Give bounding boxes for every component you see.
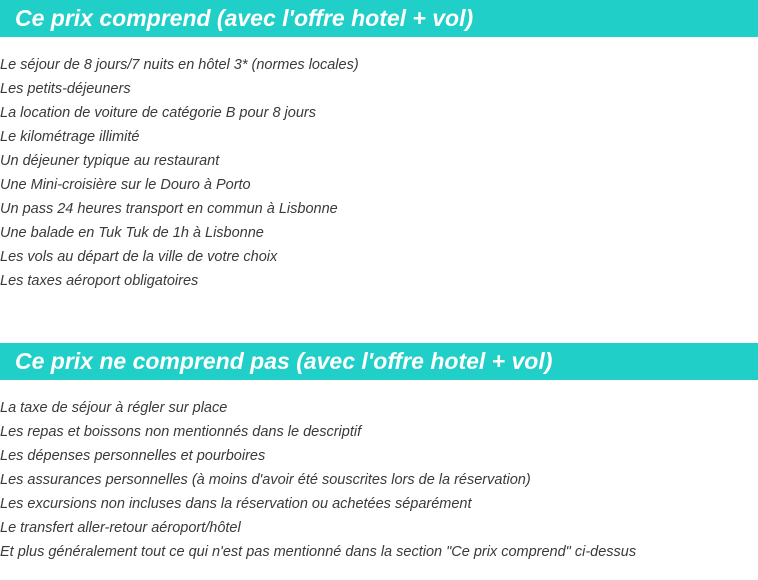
list-item: Le transfert aller-retour aéroport/hôtel xyxy=(0,520,241,536)
list-item: Les excursions non incluses dans la réservation ou achetées séparément xyxy=(0,496,472,512)
list-item: Le séjour de 8 jours/7 nuits en hôtel 3* (normes locales) xyxy=(0,57,359,73)
list-item: Les petits-déjeuners xyxy=(0,81,131,97)
list-item: Et plus généralement tout ce qui n'est pas mentionné dans la section "Ce prix comprend" ci-dessus xyxy=(0,544,637,560)
excluded-section-title: Ce prix ne comprend pas (avec l'offre hotel + vol) xyxy=(0,343,758,380)
list-item: Un pass 24 heures transport en commun à Lisbonne xyxy=(0,201,338,217)
list-item: Les dépenses personnelles et pourboires xyxy=(0,448,266,464)
list-item: Une balade en Tuk Tuk de 1h à Lisbonne xyxy=(0,225,264,241)
included-section-title: Ce prix comprend (avec l'offre hotel + vol) xyxy=(0,0,758,37)
list-item: Une Mini-croisière sur le Douro à Porto xyxy=(0,177,251,193)
list-item: Le kilométrage illimité xyxy=(0,129,140,145)
included-list xyxy=(0,53,359,293)
list-item: Un déjeuner typique au restaurant xyxy=(0,153,220,169)
list-item: Les repas et boissons non mentionnés dans le descriptif xyxy=(0,424,362,440)
list-item: Les taxes aéroport obligatoires xyxy=(0,273,199,289)
list-item: Les assurances personnelles (à moins d'avoir été souscrites lors de la réservation) xyxy=(0,472,531,488)
list-item: Les vols au départ de la ville de votre choix xyxy=(0,249,278,265)
list-item: La taxe de séjour à régler sur place xyxy=(0,400,228,416)
list-item: La location de voiture de catégorie B pour 8 jours xyxy=(0,105,316,121)
excluded-list xyxy=(0,396,636,564)
